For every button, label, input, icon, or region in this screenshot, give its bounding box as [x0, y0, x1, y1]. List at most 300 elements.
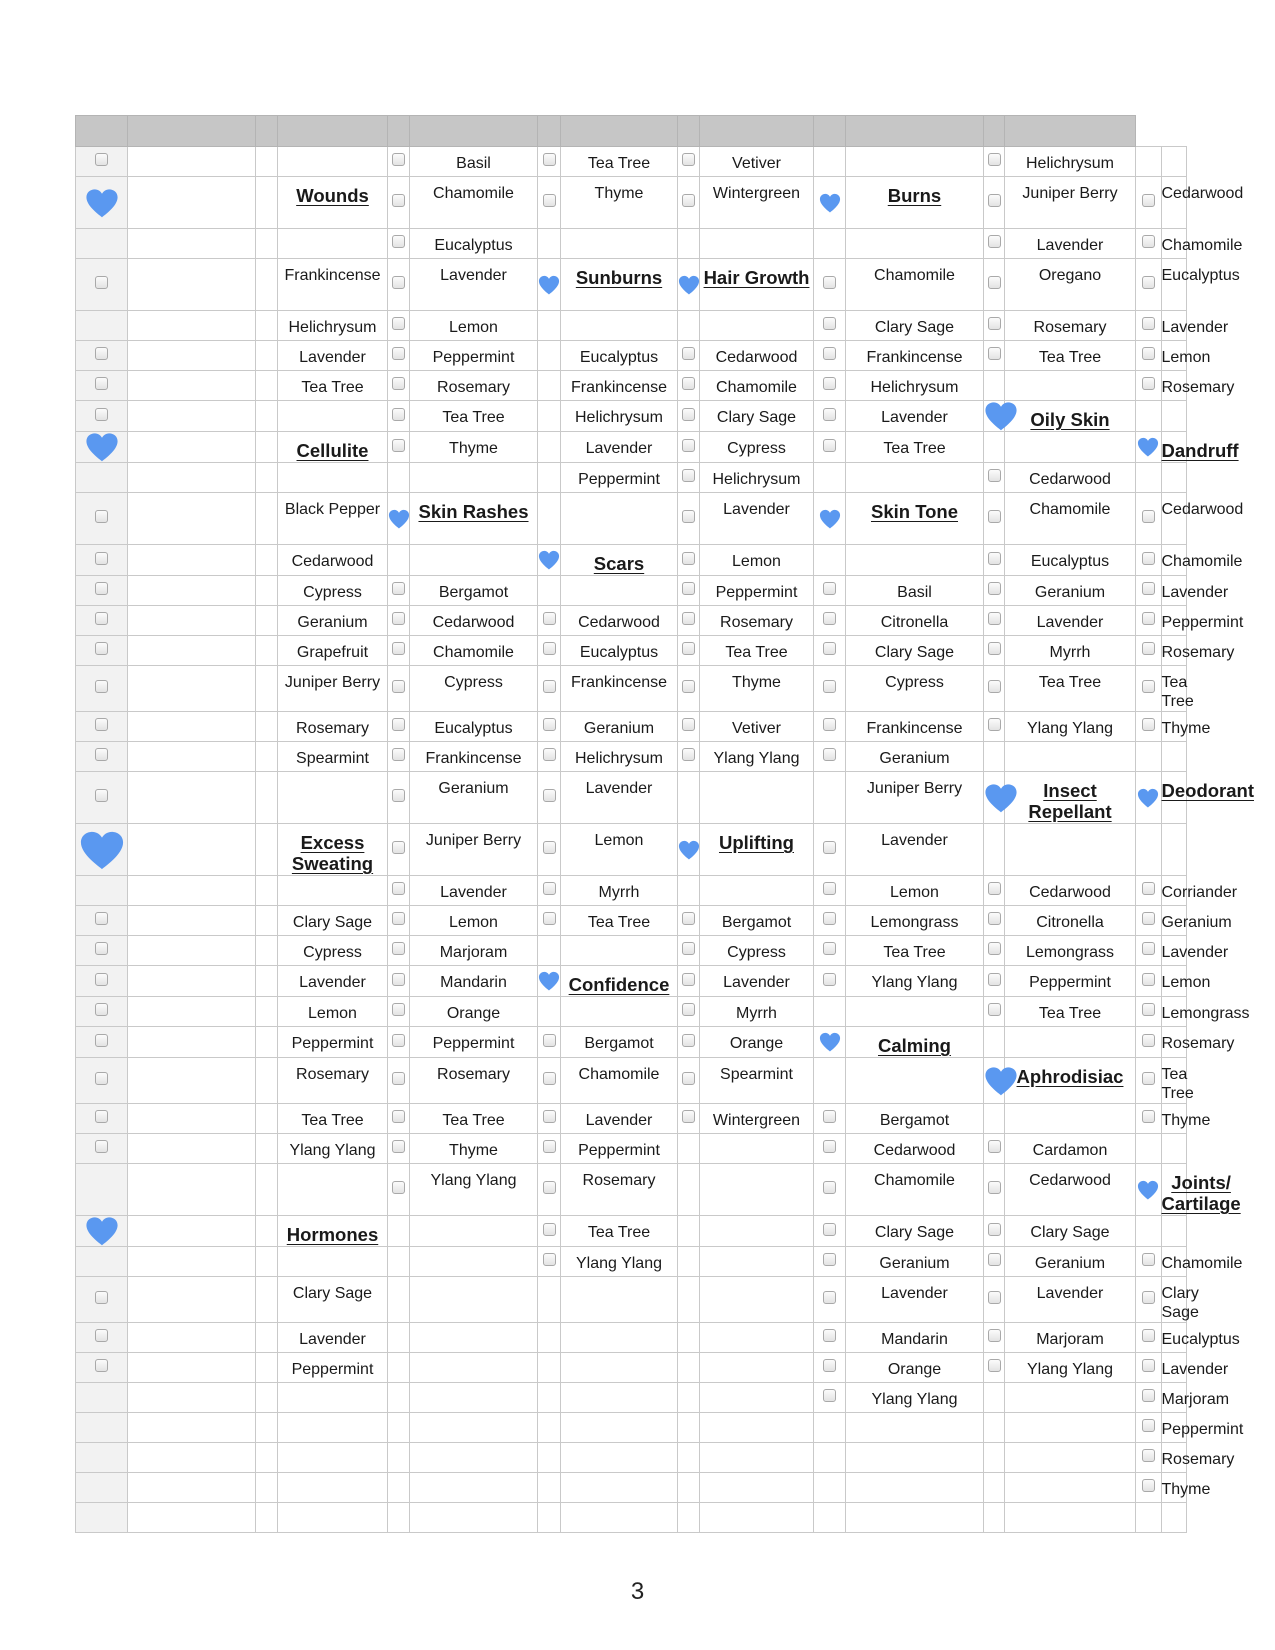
checkbox[interactable]: [1142, 612, 1155, 625]
checkbox[interactable]: [1142, 973, 1155, 986]
checkbox[interactable]: [988, 973, 1001, 986]
checkbox[interactable]: [823, 347, 836, 360]
oil-cell: [846, 576, 984, 606]
checkbox[interactable]: [1142, 194, 1155, 207]
checkbox[interactable]: [1142, 718, 1155, 731]
marker-cell: [538, 1216, 561, 1247]
oil-cell: [278, 341, 388, 371]
oil-cell: [128, 636, 256, 666]
checkbox[interactable]: [823, 882, 836, 895]
checkbox[interactable]: [392, 718, 405, 731]
checkbox[interactable]: [823, 612, 836, 625]
oil-name: Ylang Ylang: [713, 750, 800, 767]
checkbox[interactable]: [543, 1181, 556, 1194]
oil-name: Eucalyptus: [1161, 1331, 1240, 1348]
oil-name: Peppermint: [1161, 1421, 1244, 1438]
oil-name: Ylang Ylang: [871, 1391, 958, 1408]
marker-cell: [984, 493, 1005, 545]
checkbox[interactable]: [682, 552, 695, 565]
marker-cell: [814, 259, 846, 311]
checkbox[interactable]: [95, 276, 108, 289]
checkbox[interactable]: [988, 612, 1001, 625]
checkbox[interactable]: [988, 510, 1001, 523]
checkbox[interactable]: [682, 612, 695, 625]
oil-cell: [1005, 1247, 1136, 1277]
oil-name: Cypress: [727, 440, 786, 457]
table-row: [76, 463, 1187, 493]
marker-cell: [1136, 1058, 1162, 1104]
checkbox[interactable]: [823, 1110, 836, 1123]
header-cell: [388, 116, 410, 147]
checkbox[interactable]: [988, 276, 1001, 289]
checkbox[interactable]: [95, 582, 108, 595]
checkbox[interactable]: [543, 1072, 556, 1085]
checkbox[interactable]: [95, 680, 108, 693]
marker-cell: [76, 1473, 128, 1503]
checkbox[interactable]: [392, 582, 405, 595]
marker-cell: [538, 966, 561, 997]
oil-cell: [846, 1473, 984, 1503]
checkbox[interactable]: [988, 1291, 1001, 1304]
oil-name: Rosemary: [1161, 644, 1235, 661]
oil-cell: [278, 1353, 388, 1383]
checkbox[interactable]: [1142, 680, 1155, 693]
marker-cell: [1136, 229, 1162, 259]
checkbox[interactable]: [392, 347, 405, 360]
table-row: [76, 1058, 1187, 1104]
checkbox[interactable]: [682, 194, 695, 207]
checkbox[interactable]: [95, 1359, 108, 1372]
oil-cell: [561, 401, 678, 432]
marker-cell: [814, 1027, 846, 1058]
checkbox[interactable]: [823, 748, 836, 761]
checkbox[interactable]: [543, 1110, 556, 1123]
checkbox[interactable]: [543, 1140, 556, 1153]
checkbox[interactable]: [1142, 642, 1155, 655]
marker-cell: [814, 997, 846, 1027]
oil-cell: [410, 742, 538, 772]
marker-cell: [388, 742, 410, 772]
checkbox[interactable]: [95, 718, 108, 731]
category-cell: [1005, 401, 1136, 432]
checkbox[interactable]: [682, 912, 695, 925]
marker-cell: [984, 259, 1005, 311]
oil-name: Frankincense: [425, 750, 522, 767]
checkbox[interactable]: [823, 1181, 836, 1194]
category-heading: Scars: [593, 553, 645, 574]
checkbox[interactable]: [988, 153, 1001, 166]
oil-name: Ylang Ylang: [576, 1255, 662, 1272]
oil-name: Chamomile: [1161, 1255, 1243, 1272]
checkbox[interactable]: [1142, 1110, 1155, 1123]
checkbox[interactable]: [95, 1034, 108, 1047]
oil-name: Tea Tree: [1038, 674, 1102, 691]
checkbox[interactable]: [682, 408, 695, 421]
oil-name: Tea Tree: [1161, 674, 1194, 710]
checkbox[interactable]: [543, 718, 556, 731]
marker-cell: [984, 401, 1005, 432]
checkbox[interactable]: [1142, 912, 1155, 925]
checkbox[interactable]: [823, 1140, 836, 1153]
checkbox[interactable]: [823, 439, 836, 452]
checkbox[interactable]: [823, 1389, 836, 1402]
marker-cell: [984, 876, 1005, 906]
oil-cell: [1161, 666, 1194, 712]
checkbox[interactable]: [1142, 377, 1155, 390]
checkbox[interactable]: [1142, 1389, 1155, 1402]
table-row: [76, 666, 1187, 712]
oil-cell: [278, 906, 388, 936]
checkbox[interactable]: [988, 1003, 1001, 1016]
oil-cell: [561, 229, 678, 259]
oil-cell: [1161, 966, 1211, 997]
heart-icon: [1137, 437, 1159, 457]
oil-cell: [561, 576, 678, 606]
marker-cell: [388, 493, 410, 545]
checkbox[interactable]: [988, 912, 1001, 925]
oil-name: Juniper Berry: [284, 674, 381, 691]
checkbox[interactable]: [823, 582, 836, 595]
marker-cell: [984, 1323, 1005, 1353]
checkbox[interactable]: [823, 973, 836, 986]
checkbox[interactable]: [823, 642, 836, 655]
category-cell: [128, 177, 256, 229]
marker-cell: [1136, 876, 1162, 906]
oil-cell: [1005, 966, 1136, 997]
checkbox[interactable]: [543, 912, 556, 925]
oil-cell: [846, 1353, 984, 1383]
marker-cell: [76, 576, 128, 606]
checkbox[interactable]: [823, 680, 836, 693]
checkbox[interactable]: [392, 235, 405, 248]
oil-cell: [1161, 1323, 1240, 1353]
checkbox[interactable]: [823, 408, 836, 421]
marker-cell: [984, 742, 1005, 772]
checkbox[interactable]: [682, 469, 695, 482]
checkbox[interactable]: [95, 1072, 108, 1085]
checkbox[interactable]: [682, 748, 695, 761]
checkbox[interactable]: [988, 347, 1001, 360]
checkbox[interactable]: [823, 1253, 836, 1266]
checkbox[interactable]: [988, 718, 1001, 731]
checkbox[interactable]: [392, 153, 405, 166]
table-row: [76, 576, 1187, 606]
checkbox[interactable]: [988, 1329, 1001, 1342]
oil-cell: [278, 147, 388, 177]
table-row: [76, 1216, 1187, 1247]
marker-cell: [388, 966, 410, 997]
checkbox[interactable]: [1142, 1329, 1155, 1342]
checkbox[interactable]: [392, 1072, 405, 1085]
marker-cell: [1136, 177, 1162, 229]
checkbox[interactable]: [1142, 510, 1155, 523]
checkbox[interactable]: [682, 973, 695, 986]
checkbox[interactable]: [392, 789, 405, 802]
checkbox[interactable]: [1142, 347, 1155, 360]
checkbox[interactable]: [682, 510, 695, 523]
checkbox[interactable]: [392, 1034, 405, 1047]
checkbox[interactable]: [392, 912, 405, 925]
oil-name: Corriander: [1161, 884, 1238, 901]
oil-cell: [128, 545, 256, 576]
checkbox[interactable]: [682, 718, 695, 731]
checkbox[interactable]: [543, 194, 556, 207]
oil-name: Helichrysum: [712, 471, 801, 488]
checkbox[interactable]: [543, 841, 556, 854]
marker-cell: [256, 1323, 278, 1353]
checkbox[interactable]: [682, 1110, 695, 1123]
checkbox[interactable]: [988, 552, 1001, 565]
oil-name: Lavender: [440, 267, 507, 284]
table-row: [76, 147, 1187, 177]
checkbox[interactable]: [1142, 942, 1155, 955]
checkbox[interactable]: [682, 582, 695, 595]
checkbox[interactable]: [392, 680, 405, 693]
checkbox[interactable]: [823, 942, 836, 955]
oil-name: Rosemary: [1161, 379, 1235, 396]
category-heading: Skin Tone: [870, 501, 959, 522]
checkbox[interactable]: [823, 841, 836, 854]
checkbox[interactable]: [1142, 1479, 1155, 1492]
oil-cell: [1005, 1443, 1136, 1473]
checkbox[interactable]: [392, 942, 405, 955]
checkbox[interactable]: [392, 841, 405, 854]
oil-cell: [1005, 1413, 1136, 1443]
checkbox[interactable]: [1142, 1253, 1155, 1266]
checkbox[interactable]: [988, 680, 1001, 693]
checkbox[interactable]: [543, 1253, 556, 1266]
checkbox[interactable]: [392, 377, 405, 390]
oil-cell: [1005, 606, 1136, 636]
checkbox[interactable]: [95, 1110, 108, 1123]
checkbox[interactable]: [1142, 235, 1155, 248]
checkbox[interactable]: [988, 642, 1001, 655]
category-cell: [1161, 1164, 1241, 1216]
marker-cell: [76, 606, 128, 636]
checkbox[interactable]: [682, 153, 695, 166]
checkbox[interactable]: [1142, 1359, 1155, 1372]
oil-cell: [410, 1503, 538, 1533]
marker-cell: [76, 636, 128, 666]
marker-cell: [678, 712, 700, 742]
checkbox[interactable]: [392, 194, 405, 207]
checkbox[interactable]: [823, 1329, 836, 1342]
oil-cell: [278, 371, 388, 401]
checkbox[interactable]: [543, 642, 556, 655]
checkbox[interactable]: [543, 1034, 556, 1047]
checkbox[interactable]: [392, 439, 405, 452]
oil-name: Frankincense: [570, 379, 668, 396]
checkbox[interactable]: [1142, 1072, 1155, 1085]
checkbox[interactable]: [392, 612, 405, 625]
checkbox[interactable]: [823, 276, 836, 289]
oil-name: Cypress: [444, 674, 503, 691]
checkbox[interactable]: [1142, 276, 1155, 289]
checkbox[interactable]: [95, 347, 108, 360]
checkbox[interactable]: [682, 439, 695, 452]
oil-name: Rosemary: [296, 1066, 369, 1083]
oil-cell: [1005, 906, 1136, 936]
checkbox[interactable]: [823, 1359, 836, 1372]
checkbox[interactable]: [95, 377, 108, 390]
oil-cell: [1161, 824, 1187, 876]
heart-icon: [538, 971, 560, 991]
checkbox[interactable]: [1142, 1419, 1155, 1432]
header-cell: [678, 116, 700, 147]
marker-cell: [678, 1058, 700, 1104]
checkbox[interactable]: [95, 552, 108, 565]
oil-name: Oregano: [1038, 267, 1102, 284]
checkbox[interactable]: [543, 1223, 556, 1236]
checkbox[interactable]: [988, 235, 1001, 248]
oil-name: Peppermint: [432, 1035, 515, 1052]
checkbox[interactable]: [392, 748, 405, 761]
marker-cell: [76, 545, 128, 576]
checkbox[interactable]: [95, 1291, 108, 1304]
checkbox[interactable]: [988, 882, 1001, 895]
oil-cell: [700, 1104, 814, 1134]
checkbox[interactable]: [823, 912, 836, 925]
category-cell: [278, 824, 388, 876]
checkbox[interactable]: [988, 469, 1001, 482]
checkbox[interactable]: [682, 1034, 695, 1047]
checkbox[interactable]: [988, 1359, 1001, 1372]
checkbox[interactable]: [392, 408, 405, 421]
checkbox[interactable]: [1142, 1003, 1155, 1016]
checkbox[interactable]: [95, 942, 108, 955]
table-row: [76, 966, 1187, 997]
oil-cell: [700, 229, 814, 259]
checkbox[interactable]: [1142, 1291, 1155, 1304]
oil-cell: [1005, 712, 1136, 742]
marker-cell: [538, 712, 561, 742]
checkbox[interactable]: [988, 194, 1001, 207]
category-heading: Hormones: [286, 1224, 379, 1245]
marker-cell: [814, 401, 846, 432]
checkbox[interactable]: [392, 642, 405, 655]
checkbox[interactable]: [988, 1181, 1001, 1194]
checkbox[interactable]: [95, 912, 108, 925]
oil-name: Ylang Ylang: [430, 1172, 517, 1189]
oil-name: Lavender: [585, 780, 653, 797]
checkbox[interactable]: [682, 1003, 695, 1016]
oil-name: Lemon: [308, 1005, 357, 1022]
checkbox[interactable]: [392, 1140, 405, 1153]
checkbox[interactable]: [988, 582, 1001, 595]
checkbox[interactable]: [95, 153, 108, 166]
checkbox[interactable]: [392, 1003, 405, 1016]
checkbox[interactable]: [823, 718, 836, 731]
oil-cell: [700, 1443, 814, 1473]
checkbox[interactable]: [682, 1072, 695, 1085]
oil-cell: [700, 1353, 814, 1383]
oil-name: Rosemary: [1161, 1451, 1235, 1468]
oil-cell: [1161, 463, 1187, 493]
checkbox[interactable]: [95, 1140, 108, 1153]
checkbox[interactable]: [988, 1253, 1001, 1266]
checkbox[interactable]: [1142, 317, 1155, 330]
marker-cell: [256, 341, 278, 371]
oil-cell: [700, 636, 814, 666]
checkbox[interactable]: [95, 1003, 108, 1016]
checkbox[interactable]: [823, 317, 836, 330]
checkbox[interactable]: [682, 642, 695, 655]
checkbox[interactable]: [392, 276, 405, 289]
marker-cell: [76, 229, 128, 259]
oil-cell: [561, 432, 678, 463]
marker-cell: [538, 1027, 561, 1058]
checkbox[interactable]: [392, 1110, 405, 1123]
marker-cell: [256, 229, 278, 259]
oil-name: Lavender: [299, 974, 366, 991]
checkbox[interactable]: [1142, 582, 1155, 595]
checkbox[interactable]: [1142, 1449, 1155, 1462]
oil-name: Chamomile: [716, 379, 797, 396]
checkbox[interactable]: [392, 1181, 405, 1194]
oil-cell: [128, 463, 256, 493]
oil-cell: [846, 636, 984, 666]
checkbox[interactable]: [682, 942, 695, 955]
checkbox[interactable]: [95, 612, 108, 625]
marker-cell: [984, 463, 1005, 493]
checkbox[interactable]: [543, 748, 556, 761]
checkbox[interactable]: [543, 612, 556, 625]
checkbox[interactable]: [392, 973, 405, 986]
checkbox[interactable]: [95, 1329, 108, 1342]
table-row: [76, 606, 1187, 636]
checkbox[interactable]: [543, 789, 556, 802]
checkbox[interactable]: [392, 882, 405, 895]
checkbox[interactable]: [95, 408, 108, 421]
marker-cell: [538, 772, 561, 824]
checkbox[interactable]: [682, 377, 695, 390]
checkbox[interactable]: [95, 748, 108, 761]
checkbox[interactable]: [1142, 882, 1155, 895]
checkbox[interactable]: [392, 317, 405, 330]
checkbox[interactable]: [1142, 552, 1155, 565]
oil-cell: [561, 311, 678, 341]
marker-cell: [388, 772, 410, 824]
oil-cell: [1005, 259, 1136, 311]
checkbox[interactable]: [823, 1223, 836, 1236]
checkbox[interactable]: [988, 1140, 1001, 1153]
oil-cell: [700, 311, 814, 341]
checkbox[interactable]: [988, 942, 1001, 955]
checkbox[interactable]: [543, 882, 556, 895]
checkbox[interactable]: [823, 377, 836, 390]
checkbox[interactable]: [95, 642, 108, 655]
checkbox[interactable]: [682, 680, 695, 693]
oil-cell: [700, 1247, 814, 1277]
oil-cell: [700, 177, 814, 229]
checkbox[interactable]: [682, 347, 695, 360]
checkbox[interactable]: [95, 789, 108, 802]
checkbox[interactable]: [95, 973, 108, 986]
oil-name: Tea Tree: [587, 1224, 651, 1241]
marker-cell: [814, 876, 846, 906]
checkbox[interactable]: [988, 1223, 1001, 1236]
marker-cell: [814, 1473, 846, 1503]
checkbox[interactable]: [1142, 1034, 1155, 1047]
oil-name: Chamomile: [433, 185, 514, 202]
oil-cell: [410, 545, 538, 576]
checkbox[interactable]: [543, 680, 556, 693]
checkbox[interactable]: [543, 153, 556, 166]
checkbox[interactable]: [823, 1291, 836, 1304]
checkbox[interactable]: [95, 510, 108, 523]
checkbox[interactable]: [988, 317, 1001, 330]
oil-cell: [410, 936, 538, 966]
